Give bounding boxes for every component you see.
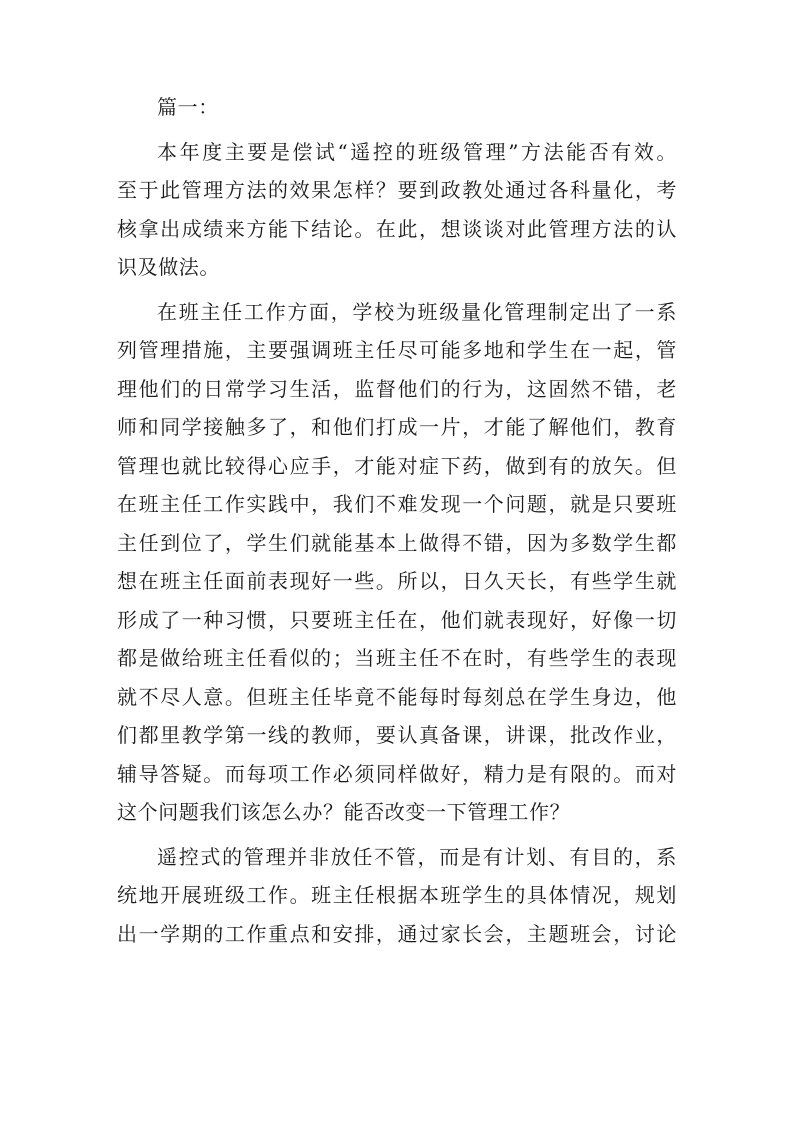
paragraph-line: 管理也就比较得心应手，才能对症下药，做到有的放矢。但 (117, 453, 677, 478)
paragraph-line: 主任到位了，学生们就能基本上做得不错，因为多数学生都 (117, 530, 677, 555)
paragraph-line: 理他们的日常学习生活，监督他们的行为，这固然不错，老 (117, 376, 677, 401)
paragraph-line: 遥控式的管理并非放任不管，而是有计划、有目的，系 (157, 844, 677, 869)
paragraph-line: 统地开展班级工作。班主任根据本班学生的具体情况，规划 (117, 883, 677, 907)
paragraph-line: 都是做给班主任看似的；当班主任不在时，有些学生的表现 (117, 646, 677, 670)
document-body (117, 88, 677, 953)
paragraph-line: 出一学期的工作重点和安排，通过家长会，主题班会，讨论 (117, 921, 677, 946)
paragraph-line: 这个问题我们该怎么办？能否改变一下管理工作？ (117, 800, 571, 824)
paragraph-line: 形成了一种习惯，只要班主任在，他们就表现好，好像一切 (117, 607, 677, 632)
paragraph-line: 想在班主任面前表现好一些。所以，日久天长，有些学生就 (117, 569, 677, 593)
paragraph-1 (117, 133, 677, 287)
paragraph-line: 师和同学接触多了，和他们打成一片，才能了解他们，教育 (117, 415, 677, 439)
paragraph-line: 列管理措施，主要强调班主任尽可能多地和学生在一起，管 (117, 338, 677, 362)
paragraph-3 (117, 838, 677, 954)
document-heading: 篇一： (157, 95, 219, 119)
paragraph-line: 识及做法。 (117, 255, 220, 279)
paragraph-line: 至于此管理方法的效果怎样？要到政教处通过各科量化，考 (117, 178, 677, 202)
paragraph-line: 辅导答疑。而每项工作必须同样做好，精力是有限的。而对 (117, 761, 677, 786)
paragraph-line: 核拿出成绩来方能下结论。在此，想谈谈对此管理方法的认 (117, 216, 677, 241)
paragraph-2 (117, 293, 677, 832)
paragraph-line: 在班主任工作方面，学校为班级量化管理制定出了一系 (157, 299, 677, 324)
paragraph-line: 在班主任工作实践中，我们不难发现一个问题，就是只要班 (117, 492, 677, 516)
paragraph-line: 本年度主要是偿试“遥控的班级管理”方法能否有效。 (157, 139, 677, 164)
paragraph-line: 们都里教学第一线的教师，要认真备课，讲课，批改作业， (117, 723, 677, 747)
paragraph-line: 就不尽人意。但班主任毕竟不能每时每刻总在学生身边，他 (117, 684, 677, 709)
